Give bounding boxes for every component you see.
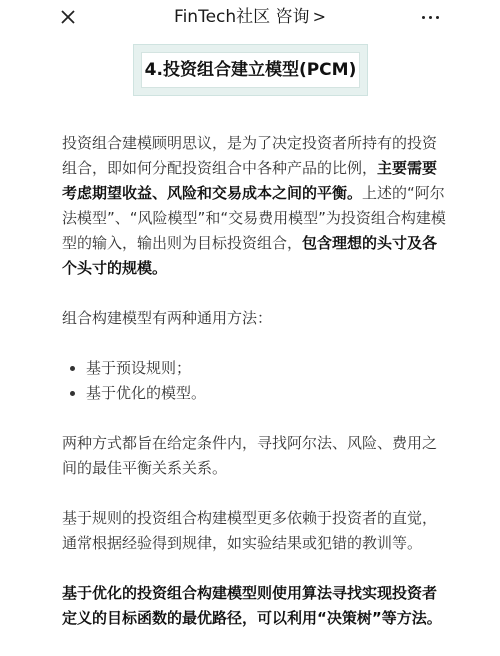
section-heading-frame <box>133 44 368 96</box>
nav-bar <box>0 0 500 34</box>
paragraph-intro <box>62 131 446 281</box>
more-button[interactable] <box>414 6 446 28</box>
optimization-emphasis: 基于优化的投资组合构建模型则使用算法寻找实现投资者定义的目标函数的最优路径，可以利用“决策树”等方法。 <box>62 584 442 627</box>
article-body <box>62 131 446 656</box>
intro-emphasis: 主要需要考虑期望收益、风险和交易成本之间的平衡。 <box>62 159 438 202</box>
section-heading: 4.投资组合建立模型(PCM) <box>141 52 360 88</box>
list-item: • 基于优化的模型。 <box>86 381 446 406</box>
more-dots-icon <box>429 16 432 19</box>
intro-text-continued: 上述的“阿尔法模型”、“风险模型”和“交易费用模型”为投资组合构建模型的输入，输出则为目标投资组合， <box>62 184 446 252</box>
paragraph-optimization <box>62 581 446 631</box>
intro-emphasis-end: 包含理想的头寸及各个头寸的规模。 <box>62 234 438 277</box>
intro-text: 投资组合建模顾明思议，是为了决定投资者所持有的投资组合，即如何分配投资组合中各种产品的比例， <box>62 134 438 177</box>
list-item: • 基于预设规则； <box>86 356 446 381</box>
paragraph-rules: 基于规则的投资组合构建模型更多依赖于投资者的直觉，通常根据经验得到规律，如实验结果或犯错的教训等。 <box>62 509 438 552</box>
nav-title: FinTech社区 咨询 <box>174 7 310 27</box>
paragraph-goal: 两种方式都旨在给定条件内，寻找阿尔法、风险、费用之间的最佳平衡关系关系。 <box>62 434 438 477</box>
chevron-right-icon: > <box>312 7 326 26</box>
more-dots-icon <box>436 16 439 19</box>
more-dots-icon <box>422 16 425 19</box>
paragraph-methods: 组合构建模型有两种通用方法： <box>62 309 273 327</box>
methods-list <box>62 356 446 406</box>
